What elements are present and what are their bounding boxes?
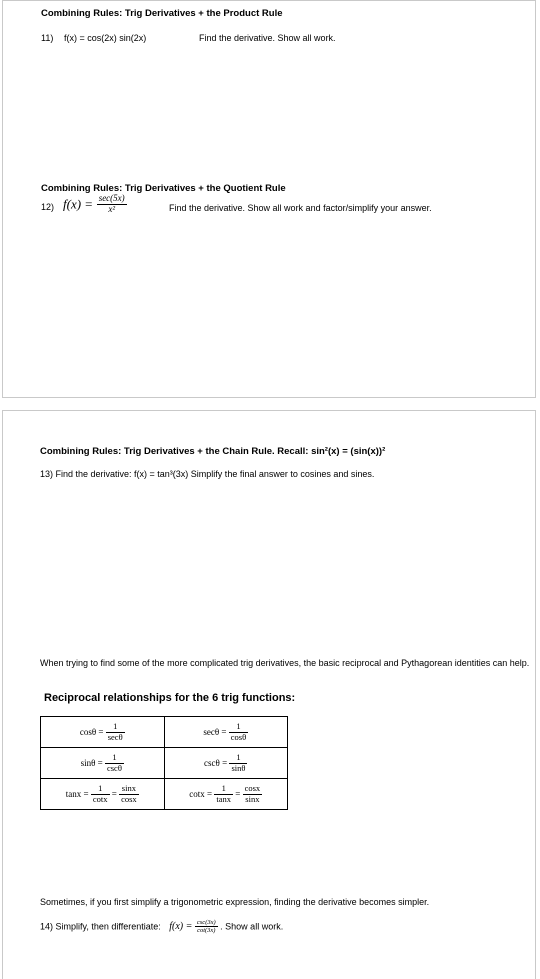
identity-tan-num1: 1 — [91, 784, 110, 794]
identity-cos-fraction — [106, 722, 125, 742]
problem-11-number: 11) — [41, 33, 54, 43]
identity-sin-den: cscθ — [106, 762, 122, 773]
identity-cot-num1: 1 — [214, 784, 233, 794]
problem-11-instruction: Find the derivative. Show all work. — [199, 33, 336, 43]
identity-cos-num: 1 — [106, 722, 125, 732]
identity-csc-lhs: cscθ = — [204, 758, 228, 768]
identity-tan-equals: = — [111, 789, 117, 799]
worksheet-panel-2 — [2, 410, 536, 979]
problem-14-prefix: 14) Simplify, then differentiate: — [40, 921, 161, 932]
problem-12-numerator: sec(5x) — [98, 193, 125, 203]
problem-14 — [40, 919, 283, 934]
identity-sec — [164, 717, 288, 748]
identity-tan-den1: cotx — [92, 793, 108, 804]
identity-cos-lhs: cosθ = — [79, 727, 104, 737]
reciprocal-identities-table — [40, 716, 288, 810]
problem-14-lhs: f(x) = — [169, 921, 193, 933]
identity-tan-fraction-1 — [91, 784, 110, 804]
reciprocal-table-title: Reciprocal relationships for the 6 trig functions: — [44, 692, 296, 704]
identity-cot — [164, 779, 288, 810]
problem-12-lhs: f(x) = — [63, 196, 94, 212]
identity-sec-den: cosθ — [230, 731, 247, 742]
identity-csc-num: 1 — [229, 753, 247, 763]
identity-sin-num: 1 — [105, 753, 124, 763]
identity-sec-num: 1 — [229, 722, 248, 732]
table-row — [41, 779, 288, 810]
worksheet-panel-1 — [2, 0, 536, 398]
simplify-note: Sometimes, if you first simplify a trigonometric expression, finding the derivative becomes simpler. — [40, 897, 430, 907]
identity-cot-fraction-1 — [214, 784, 233, 804]
problem-12-instruction: Find the derivative. Show all work and factor/simplify your answer. — [169, 203, 432, 213]
identity-cot-den2: sinx — [245, 793, 260, 804]
identity-csc-den: sinθ — [231, 762, 246, 773]
chain-rule-heading: Combining Rules: Trig Derivatives + the Chain Rule. Recall: sin²(x) = (sin(x))² — [40, 446, 386, 457]
identity-sin — [41, 748, 165, 779]
identity-cos — [41, 717, 165, 748]
identity-tan-lhs: tanx = — [65, 789, 89, 799]
problem-14-fraction — [195, 919, 218, 934]
identity-cot-lhs: cotx = — [189, 789, 213, 799]
problem-13: 13) Find the derivative: f(x) = tan³(3x) Simplify the final answer to cosines and sines. — [40, 469, 375, 479]
problem-14-numerator: csc(3x) — [196, 919, 216, 926]
problem-12-expression — [63, 194, 127, 215]
identity-csc — [164, 748, 288, 779]
identity-tan-fraction-2 — [119, 784, 139, 804]
identity-cos-den: secθ — [107, 731, 123, 742]
identity-cot-fraction-2 — [243, 784, 263, 804]
identity-sin-lhs: sinθ = — [80, 758, 103, 768]
product-rule-heading: Combining Rules: Trig Derivatives + the Product Rule — [41, 8, 283, 19]
identity-tan-den2: cosx — [121, 793, 137, 804]
identity-sec-fraction — [229, 722, 248, 742]
problem-11-expression: f(x) = cos(2x) sin(2x) — [64, 33, 147, 43]
table-row — [41, 717, 288, 748]
identity-csc-fraction — [229, 753, 247, 773]
identity-sin-fraction — [105, 753, 124, 773]
table-row — [41, 748, 288, 779]
identities-intro: When trying to find some of the more complicated trig derivatives, the basic reciprocal and Pythagorean identities can help. — [40, 658, 530, 668]
identity-cot-den1: tanx — [216, 793, 232, 804]
identity-cot-num2: cosx — [244, 783, 261, 794]
identity-cot-equals: = — [235, 789, 241, 799]
identity-tan — [41, 779, 165, 810]
problem-12-number: 12) — [41, 202, 55, 212]
identity-sec-lhs: secθ = — [203, 727, 227, 737]
identity-tan-num2: sinx — [119, 784, 139, 794]
problem-14-suffix: . Show all work. — [220, 921, 284, 932]
problem-12-denominator: x² — [108, 203, 116, 214]
quotient-rule-heading: Combining Rules: Trig Derivatives + the Quotient Rule — [41, 183, 286, 194]
problem-12-fraction — [97, 194, 127, 215]
problem-14-denominator: cot(3x) — [197, 927, 216, 935]
